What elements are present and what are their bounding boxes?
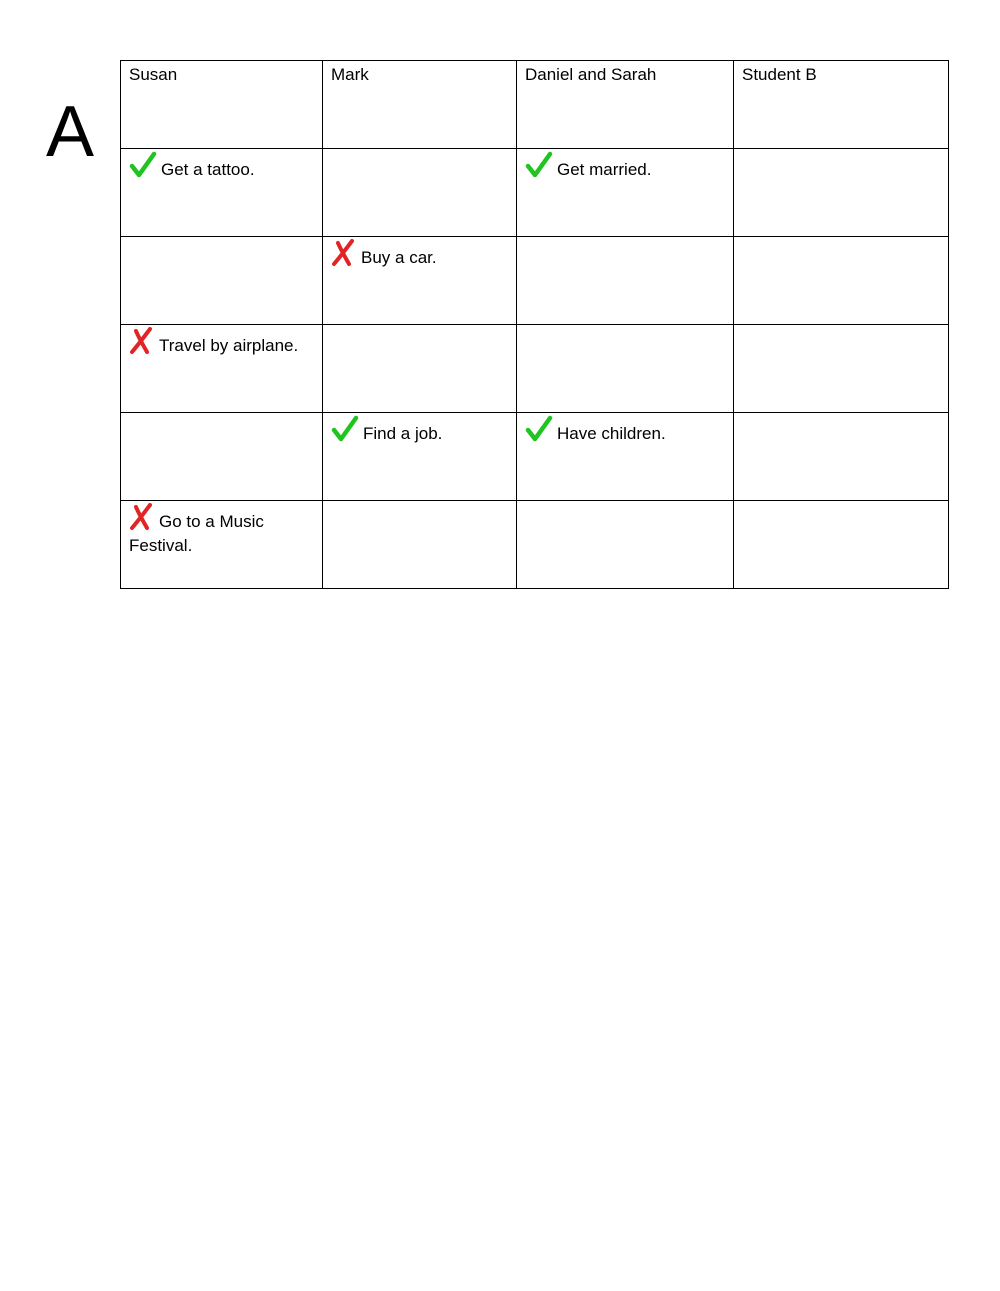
check-icon bbox=[525, 151, 553, 179]
table-cell bbox=[323, 413, 517, 501]
cell-text: Find a job. bbox=[363, 424, 443, 443]
table-cell bbox=[517, 149, 734, 237]
table-row bbox=[121, 413, 949, 501]
table-cell bbox=[734, 149, 949, 237]
cell-text: Travel by airplane. bbox=[159, 336, 299, 355]
cell-text: Get married. bbox=[557, 160, 652, 179]
cell-entry bbox=[129, 151, 314, 182]
header-cell: Daniel and Sarah bbox=[517, 61, 734, 149]
cross-icon bbox=[129, 503, 155, 531]
table-row bbox=[121, 501, 949, 589]
cell-entry bbox=[331, 415, 508, 446]
cell-entry bbox=[331, 239, 508, 270]
cell-entry bbox=[525, 415, 725, 446]
cell-text: Buy a car. bbox=[361, 248, 437, 267]
check-icon bbox=[525, 415, 553, 443]
table-cell bbox=[734, 325, 949, 413]
table-row bbox=[121, 237, 949, 325]
table-cell bbox=[121, 237, 323, 325]
table-cell bbox=[734, 237, 949, 325]
check-icon bbox=[331, 415, 359, 443]
cell-text: Have children. bbox=[557, 424, 666, 443]
table-header-row bbox=[121, 61, 949, 149]
table-cell bbox=[517, 325, 734, 413]
header-cell: Susan bbox=[121, 61, 323, 149]
table-cell bbox=[734, 413, 949, 501]
table-row bbox=[121, 149, 949, 237]
table-cell bbox=[323, 237, 517, 325]
table-row bbox=[121, 325, 949, 413]
cell-text: Go to a Music Festival. bbox=[129, 512, 264, 555]
table-cell bbox=[517, 501, 734, 589]
table-cell bbox=[517, 413, 734, 501]
cell-entry bbox=[525, 151, 725, 182]
table-cell bbox=[323, 325, 517, 413]
activity-table bbox=[120, 60, 949, 589]
cell-text: Get a tattoo. bbox=[161, 160, 255, 179]
cell-entry bbox=[129, 503, 314, 558]
cross-icon bbox=[129, 327, 155, 355]
table-cell bbox=[121, 149, 323, 237]
table-cell bbox=[323, 149, 517, 237]
cross-icon bbox=[331, 239, 357, 267]
table-cell bbox=[517, 237, 734, 325]
header-cell: Student B bbox=[734, 61, 949, 149]
table-cell bbox=[734, 501, 949, 589]
page-label: A bbox=[46, 92, 95, 172]
check-icon bbox=[129, 151, 157, 179]
table-cell bbox=[121, 413, 323, 501]
cell-entry bbox=[129, 327, 314, 358]
table-cell bbox=[121, 325, 323, 413]
table-cell bbox=[323, 501, 517, 589]
header-cell: Mark bbox=[323, 61, 517, 149]
table-cell bbox=[121, 501, 323, 589]
